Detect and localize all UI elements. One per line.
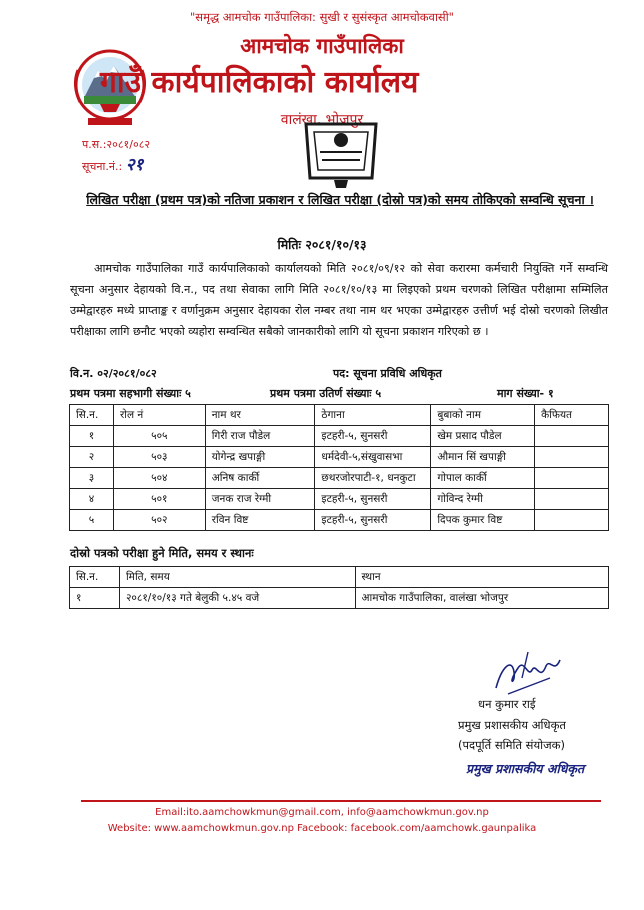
father-cell: खेम प्रसाद पौडेल [431,426,535,447]
remarks-cell [535,426,609,447]
table-row [70,489,609,510]
notice-date: मितिः २०८१/१०/१३ [277,237,367,252]
table-row [70,447,609,468]
roll-cell: ५०२ [113,510,205,531]
notice-subject: लिखित परीक्षा (प्रथम पत्र)को नतिजा प्रकाशन र लिखित परीक्षा (दोस्रो पत्र)को समय तोकिएको सम्वन्धि सूचना । [86,192,594,207]
reference-value: :२०८१/०८२ [102,138,151,151]
reference-label: प.स. [82,138,103,151]
header-cell: कैफियत [535,405,609,426]
reference-number [82,137,150,152]
serial-cell: २ [70,447,114,468]
footer-divider [81,800,601,802]
notice-body [70,258,608,342]
table-row [70,426,609,447]
office-stamp-icon [296,118,386,190]
remarks-cell [535,510,609,531]
roll-cell: ५०४ [113,468,205,489]
roll-cell: ५०३ [113,447,205,468]
office-name: गाउँ कार्यपालिकाको कार्यालय [100,65,419,100]
header-cell: स्थान [355,567,609,588]
header-cell: रोल नं [113,405,205,426]
signatory-subtitle: (पदपूर्ति समिति संयोजक) [458,738,565,752]
org-name: आमचोक गाउँपालिका [240,34,404,58]
remarks-cell [535,489,609,510]
serial-cell: १ [70,426,114,447]
address-cell: छथरजोरपाटी-१, धनकुटा [315,468,431,489]
table-row [70,468,609,489]
remarks-cell [535,447,609,468]
signatory-title: प्रमुख प्रशासकीय अधिकृत [458,718,566,732]
notice-number [82,152,143,175]
venue-cell: आमचोक गाउँपालिका, वालंखा भोजपुर [355,588,609,609]
header-cell: सि.न. [70,567,120,588]
address-cell: इटहरी-५, सुनसरी [315,510,431,531]
second-exam-table [69,566,609,609]
vacancy-post: पद: सूचना प्रविधि अधिकृत [333,367,442,380]
header-cell: बुबाको नाम [431,405,535,426]
header-cell: मिति, समय [119,567,355,588]
name-cell: गिरी राज पौडेल [205,426,315,447]
header-cell: ठेगाना [315,405,431,426]
father-cell: गोपाल कार्की [431,468,535,489]
notice-body-text: आमचोक गाउँपालिका गाउँ कार्यपालिकाको कार्यालयको मिति २०८१/०९/१२ को सेवा करारमा कर्मचारी नियुक्ति गर्ने सम्वन्धि सूचना अनुसार देहायको वि.न., पद तथा सेवाका लागि मिति २०८१/१०/१३ मा लिइएको प्रथम चरणको लिखित परीक्षामा सम्मिलित उम्मेद्वारहरु मध्ये प्राप्ताङ्क र वर्णानुक्रम अनुसार देहायका रोल नम्बर तथा नाम थर भएका उम्मेद्वारहरु उत्तीर्ण भई दोस्रो चरणको लिखीत परीक्षाका लागि छनौट भएको व्यहोरा सम्वन्धित सबैको जानकारीको लागि यो सूचना प्रकाशन गरिएको छ । [70,262,608,338]
datetime-cell: २०८१/१०/१३ गते बेलुकी ५.४५ वजे [119,588,355,609]
roll-cell: ५०१ [113,489,205,510]
footer-email: Email:ito.aamchowkmun@gmail.com, info@aamchowkmun.gov.np [155,807,489,818]
address-cell: इटहरी-५, सुनसरी [315,489,431,510]
father-cell: गोविन्द रेग्मी [431,489,535,510]
passed-count: प्रथम पत्रमा उतिर्ण संख्याः ५ [270,387,382,400]
serial-cell: ५ [70,510,114,531]
table-row [70,588,609,609]
serial-cell: ४ [70,489,114,510]
serial-cell: ३ [70,468,114,489]
signatory-name: धन कुमार राई [478,697,536,711]
footer-website: Website: www.aamchowkmun.gov.np Facebook: facebook.com/aamchowk.gaunpalika [107,823,537,834]
slogan: "समृद्ध आमचोक गाउँपालिका: सुखी र सुसंस्कृत आमचोकवासी" [190,10,454,24]
name-cell: अनिष कार्की [205,468,315,489]
father-cell: औमान सिं खपाङ्गी [431,447,535,468]
remarks-cell [535,468,609,489]
name-cell: योगेन्द्र खपाङ्गी [205,447,315,468]
name-cell: रविन विष्ट [205,510,315,531]
father-cell: दिपक कुमार विष्ट [431,510,535,531]
table-header-row [70,567,609,588]
signature-icon [488,648,568,700]
address-cell: धर्मदेवी-५,संखुवासभा [315,447,431,468]
header-cell: नाम थर [205,405,315,426]
serial-cell: १ [70,588,120,609]
header-cell: सि.न. [70,405,114,426]
table-header-row [70,405,609,426]
vacancy-number: वि.न. ०२/२०८१/०८२ [70,367,157,380]
name-cell: जनक राज रेग्मी [205,489,315,510]
results-table [69,404,609,531]
designation-stamp: प्रमुख प्रशासकीय अधिकृत [466,761,585,776]
notice-value: २१ [125,155,144,175]
second-exam-heading: दोस्रो पत्रको परीक्षा हुने मिति, समय र स्थानः [70,546,254,560]
demand-count: माग संख्या- १ [497,387,554,400]
participants-count: प्रथम पत्रमा सहभागी संख्याः ५ [70,387,191,400]
roll-cell: ५०५ [113,426,205,447]
address-cell: इटहरी-५, सुनसरी [315,426,431,447]
office-address: वालंखा, भोजपुर [280,112,364,128]
table-row [70,510,609,531]
notice-label: सूचना.नं.: [82,160,123,173]
